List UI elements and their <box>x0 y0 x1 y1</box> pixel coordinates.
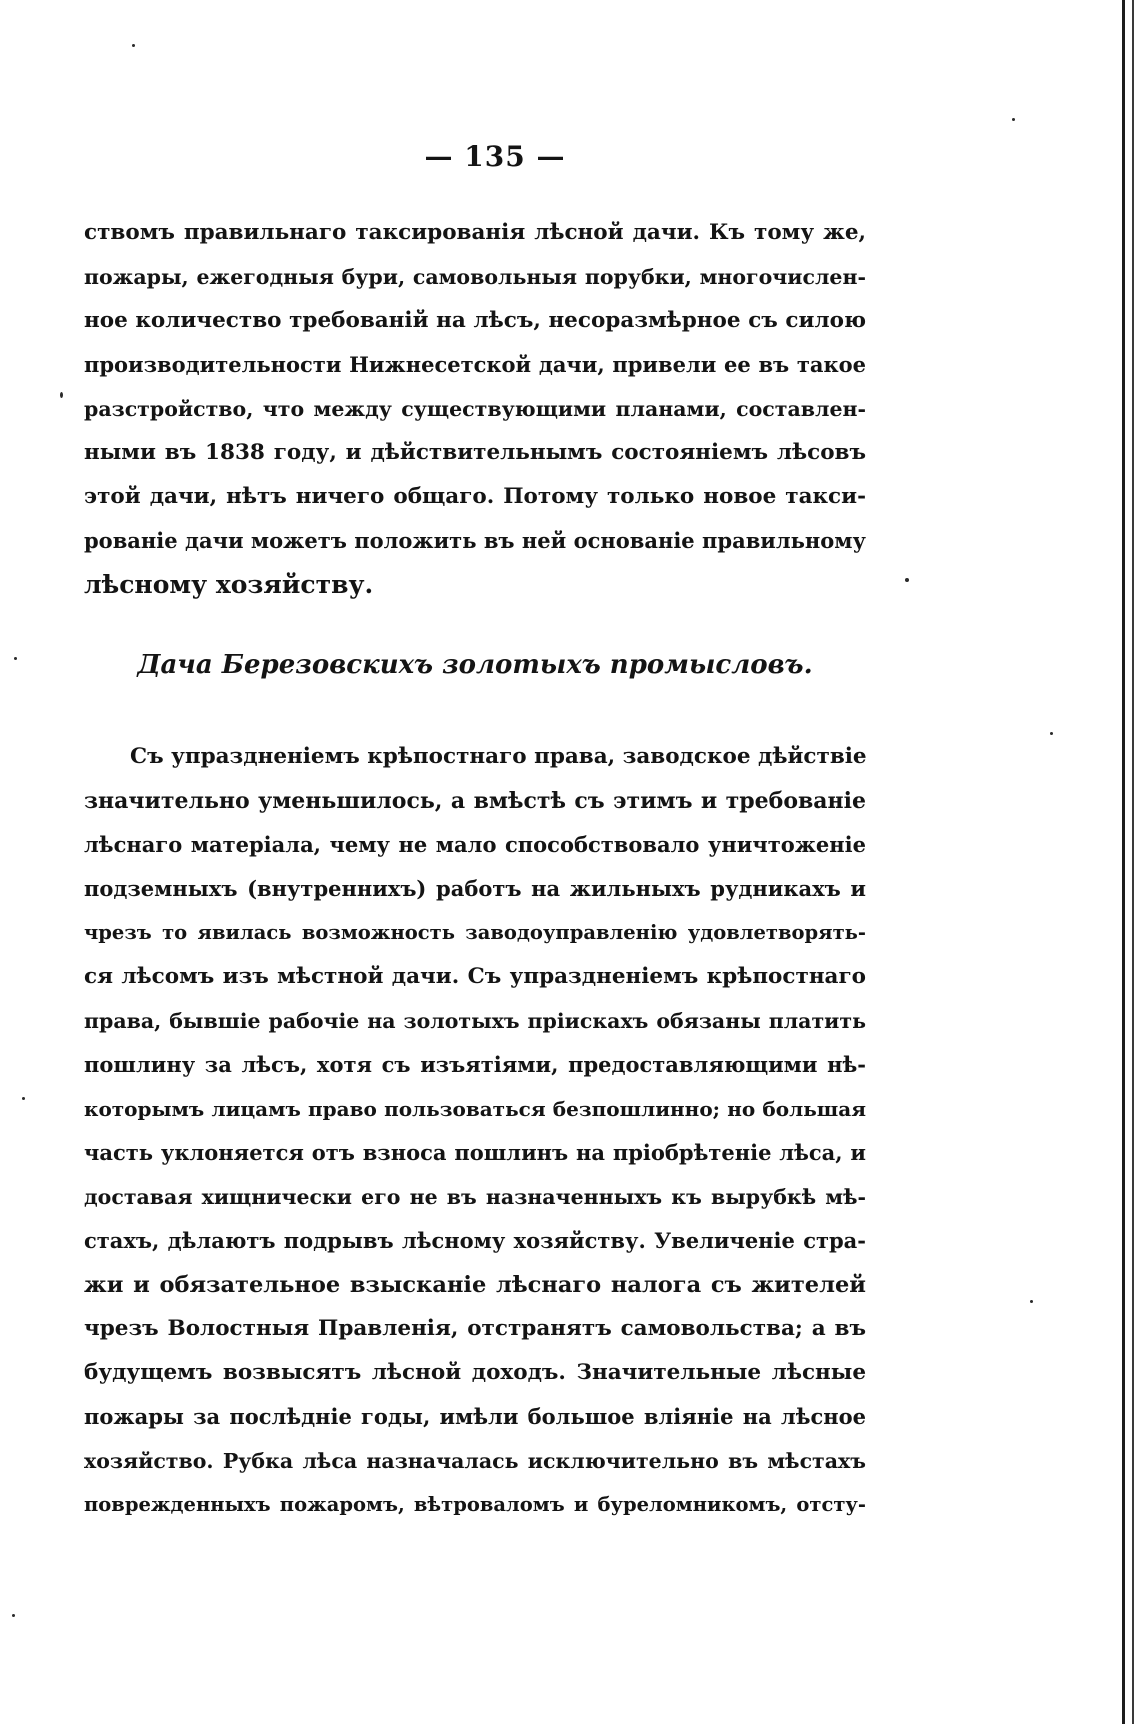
text-line: жи и обязательное взысканіе лѣснаго налога съ жителей <box>84 1272 866 1298</box>
text-line: пожары за послѣдніе годы, имѣли большое вліяніе на лѣсное <box>84 1404 866 1429</box>
text-line: которымъ лицамъ право пользоваться безпошлинно; но большая <box>84 1097 866 1121</box>
scan-speck <box>12 1614 15 1617</box>
text-line: ное количество требованій на лѣсъ, несоразмѣрное съ силою <box>84 308 866 333</box>
text-line: доставая хищнически его не въ назначенныхъ къ вырубкѣ мѣ- <box>84 1185 866 1209</box>
scan-speck <box>1030 1300 1033 1303</box>
text-line: этой дачи, нѣтъ ничего общаго. Потому только новое такси- <box>84 484 866 509</box>
text-line: пошлину за лѣсъ, хотя съ изъятіями, предоставляющими нѣ- <box>84 1052 866 1077</box>
text-line: ся лѣсомъ изъ мѣстной дачи. Съ упраздненіемъ крѣпостнаго <box>84 964 866 989</box>
text-line: будущемъ возвысятъ лѣсной доходъ. Значительные лѣсные <box>84 1360 866 1385</box>
text-line: рованіе дачи можетъ положить въ ней основаніе правильному <box>84 528 866 553</box>
text-line: подземныхъ (внутреннихъ) работъ на жильныхъ рудникахъ и <box>84 876 866 901</box>
text-line: лѣсному хозяйству. <box>84 570 374 599</box>
scan-speck <box>132 44 135 47</box>
text-line: права, бывшіе рабочіе на золотыхъ пріискахъ обязаны платить <box>84 1009 866 1033</box>
text-line: поврежденныхъ пожаромъ, вѣтроваломъ и буреломникомъ, отсту- <box>84 1493 866 1516</box>
text-line: часть уклоняется отъ взноса пошлинъ на пріобрѣтеніе лѣса, и <box>84 1140 866 1165</box>
scan-speck <box>1050 732 1053 735</box>
text-line: ными въ 1838 году, и дѣйствительнымъ состояніемъ лѣсовъ <box>84 440 866 465</box>
text-line: пожары, ежегодныя бури, самовольныя порубки, многочислен- <box>84 265 866 289</box>
text-line: Съ упраздненіемъ крѣпостнаго права, заводское дѣйствіе <box>130 744 867 769</box>
text-line: разстройство, что между существующими планами, составлен- <box>84 397 866 421</box>
scan-speck <box>1012 118 1015 121</box>
text-line: ствомъ правильнаго таксированія лѣсной дачи. Къ тому же, <box>84 220 866 245</box>
scan-speck <box>14 657 17 660</box>
text-line: производительности Нижнесетской дачи, привели ее въ такое <box>84 352 866 377</box>
text-line: стахъ, дѣлаютъ подрывъ лѣсному хозяйству. Увеличеніе стра- <box>84 1228 866 1253</box>
text-line: чрезъ Волостныя Правленія, отстранятъ самовольства; а въ <box>84 1316 866 1341</box>
page-edge-line <box>1122 0 1125 1724</box>
text-line: хозяйство. Рубка лѣса назначалась исключительно въ мѣстахъ <box>84 1449 866 1473</box>
page-edge-line <box>1132 0 1134 1724</box>
scan-speck <box>22 1097 25 1100</box>
text-line: чрезъ то явилась возможность заводоуправленію удовлетворять- <box>84 921 866 944</box>
section-title: Дача Березовскихъ золотыхъ промысловъ. <box>137 650 813 680</box>
scan-speck <box>905 578 909 582</box>
text-line: лѣснаго матеріала, чему не мало способствовало уничтоженіе <box>84 832 866 857</box>
scan-speck <box>60 392 63 398</box>
text-line: значительно уменьшилось, а вмѣстѣ съ этимъ и требованіе <box>84 788 866 814</box>
page-number-header: — 135 — <box>424 140 566 173</box>
